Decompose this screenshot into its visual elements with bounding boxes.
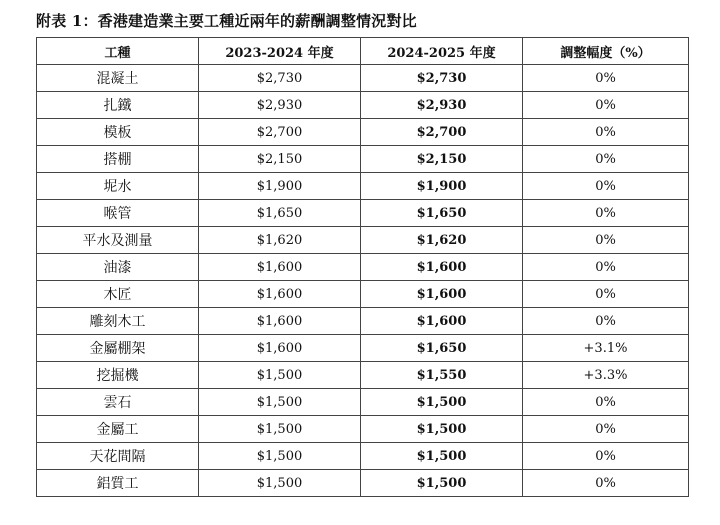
wage-2023-2024-cell: $2,930 <box>199 92 361 119</box>
wage-2024-2025-cell: $1,600 <box>361 308 523 335</box>
adjustment-cell: 0% <box>523 281 689 308</box>
table-row <box>37 65 689 92</box>
table-row <box>37 254 689 281</box>
table-row <box>37 119 689 146</box>
wage-2023-2024-cell: $1,600 <box>199 254 361 281</box>
trade-cell: 雕刻木工 <box>37 308 199 335</box>
trade-cell: 喉管 <box>37 200 199 227</box>
adjustment-cell: 0% <box>523 227 689 254</box>
trade-cell: 金屬工 <box>37 416 199 443</box>
wage-2024-2025-cell: $1,550 <box>361 362 523 389</box>
trade-cell: 混凝土 <box>37 65 199 92</box>
trade-cell: 挖掘機 <box>37 362 199 389</box>
adjustment-cell: 0% <box>523 173 689 200</box>
adjustment-cell: 0% <box>523 200 689 227</box>
adjustment-cell: 0% <box>523 65 689 92</box>
wage-2024-2025-cell: $1,500 <box>361 416 523 443</box>
table-row <box>37 200 689 227</box>
trade-cell: 搭棚 <box>37 146 199 173</box>
wage-2024-2025-cell: $2,700 <box>361 119 523 146</box>
table-row <box>37 281 689 308</box>
adjustment-cell: 0% <box>523 119 689 146</box>
adjustment-cell: 0% <box>523 146 689 173</box>
wage-2023-2024-cell: $1,500 <box>199 443 361 470</box>
header-adjustment: 調整幅度（%） <box>523 38 689 65</box>
table-row <box>37 443 689 470</box>
wage-2023-2024-cell: $2,150 <box>199 146 361 173</box>
trade-cell: 油漆 <box>37 254 199 281</box>
wage-2023-2024-cell: $1,500 <box>199 470 361 497</box>
wage-comparison-table <box>36 37 689 497</box>
wage-2023-2024-cell: $1,500 <box>199 362 361 389</box>
header-trade: 工種 <box>37 38 199 65</box>
trade-cell: 模板 <box>37 119 199 146</box>
wage-2023-2024-cell: $1,600 <box>199 308 361 335</box>
adjustment-cell: +3.3% <box>523 362 689 389</box>
table-row <box>37 389 689 416</box>
table-row <box>37 146 689 173</box>
adjustment-cell: 0% <box>523 389 689 416</box>
wage-2024-2025-cell: $1,500 <box>361 443 523 470</box>
table-row <box>37 92 689 119</box>
wage-2023-2024-cell: $1,650 <box>199 200 361 227</box>
adjustment-cell: +3.1% <box>523 335 689 362</box>
wage-2024-2025-cell: $1,900 <box>361 173 523 200</box>
table-row <box>37 416 689 443</box>
adjustment-cell: 0% <box>523 92 689 119</box>
trade-cell: 木匠 <box>37 281 199 308</box>
table-caption: 附表 1：香港建造業主要工種近兩年的薪酬調整情況對比 <box>36 12 417 30</box>
wage-2023-2024-cell: $2,700 <box>199 119 361 146</box>
trade-cell: 鋁質工 <box>37 470 199 497</box>
trade-cell: 天花間隔 <box>37 443 199 470</box>
header-2023-2024: 2023-2024 年度 <box>199 38 361 65</box>
adjustment-cell: 0% <box>523 416 689 443</box>
wage-2024-2025-cell: $1,650 <box>361 200 523 227</box>
wage-2024-2025-cell: $1,650 <box>361 335 523 362</box>
wage-2024-2025-cell: $1,500 <box>361 470 523 497</box>
table-row <box>37 308 689 335</box>
wage-2024-2025-cell: $1,620 <box>361 227 523 254</box>
wage-2023-2024-cell: $1,600 <box>199 335 361 362</box>
table-header-row <box>37 38 689 65</box>
wage-2023-2024-cell: $1,500 <box>199 416 361 443</box>
trade-cell: 坭水 <box>37 173 199 200</box>
wage-2024-2025-cell: $1,600 <box>361 254 523 281</box>
header-2024-2025: 2024-2025 年度 <box>361 38 523 65</box>
adjustment-cell: 0% <box>523 254 689 281</box>
adjustment-cell: 0% <box>523 443 689 470</box>
wage-2024-2025-cell: $2,730 <box>361 65 523 92</box>
table-row <box>37 362 689 389</box>
wage-2024-2025-cell: $1,500 <box>361 389 523 416</box>
table-row <box>37 227 689 254</box>
adjustment-cell: 0% <box>523 308 689 335</box>
wage-2023-2024-cell: $1,600 <box>199 281 361 308</box>
trade-cell: 金屬棚架 <box>37 335 199 362</box>
wage-2023-2024-cell: $1,620 <box>199 227 361 254</box>
adjustment-cell: 0% <box>523 470 689 497</box>
wage-2023-2024-cell: $1,500 <box>199 389 361 416</box>
wage-2024-2025-cell: $1,600 <box>361 281 523 308</box>
wage-2023-2024-cell: $1,900 <box>199 173 361 200</box>
wage-2024-2025-cell: $2,150 <box>361 146 523 173</box>
table-row <box>37 173 689 200</box>
wage-2023-2024-cell: $2,730 <box>199 65 361 92</box>
trade-cell: 雲石 <box>37 389 199 416</box>
trade-cell: 平水及測量 <box>37 227 199 254</box>
trade-cell: 扎鐵 <box>37 92 199 119</box>
wage-2024-2025-cell: $2,930 <box>361 92 523 119</box>
table-row <box>37 470 689 497</box>
table-row <box>37 335 689 362</box>
